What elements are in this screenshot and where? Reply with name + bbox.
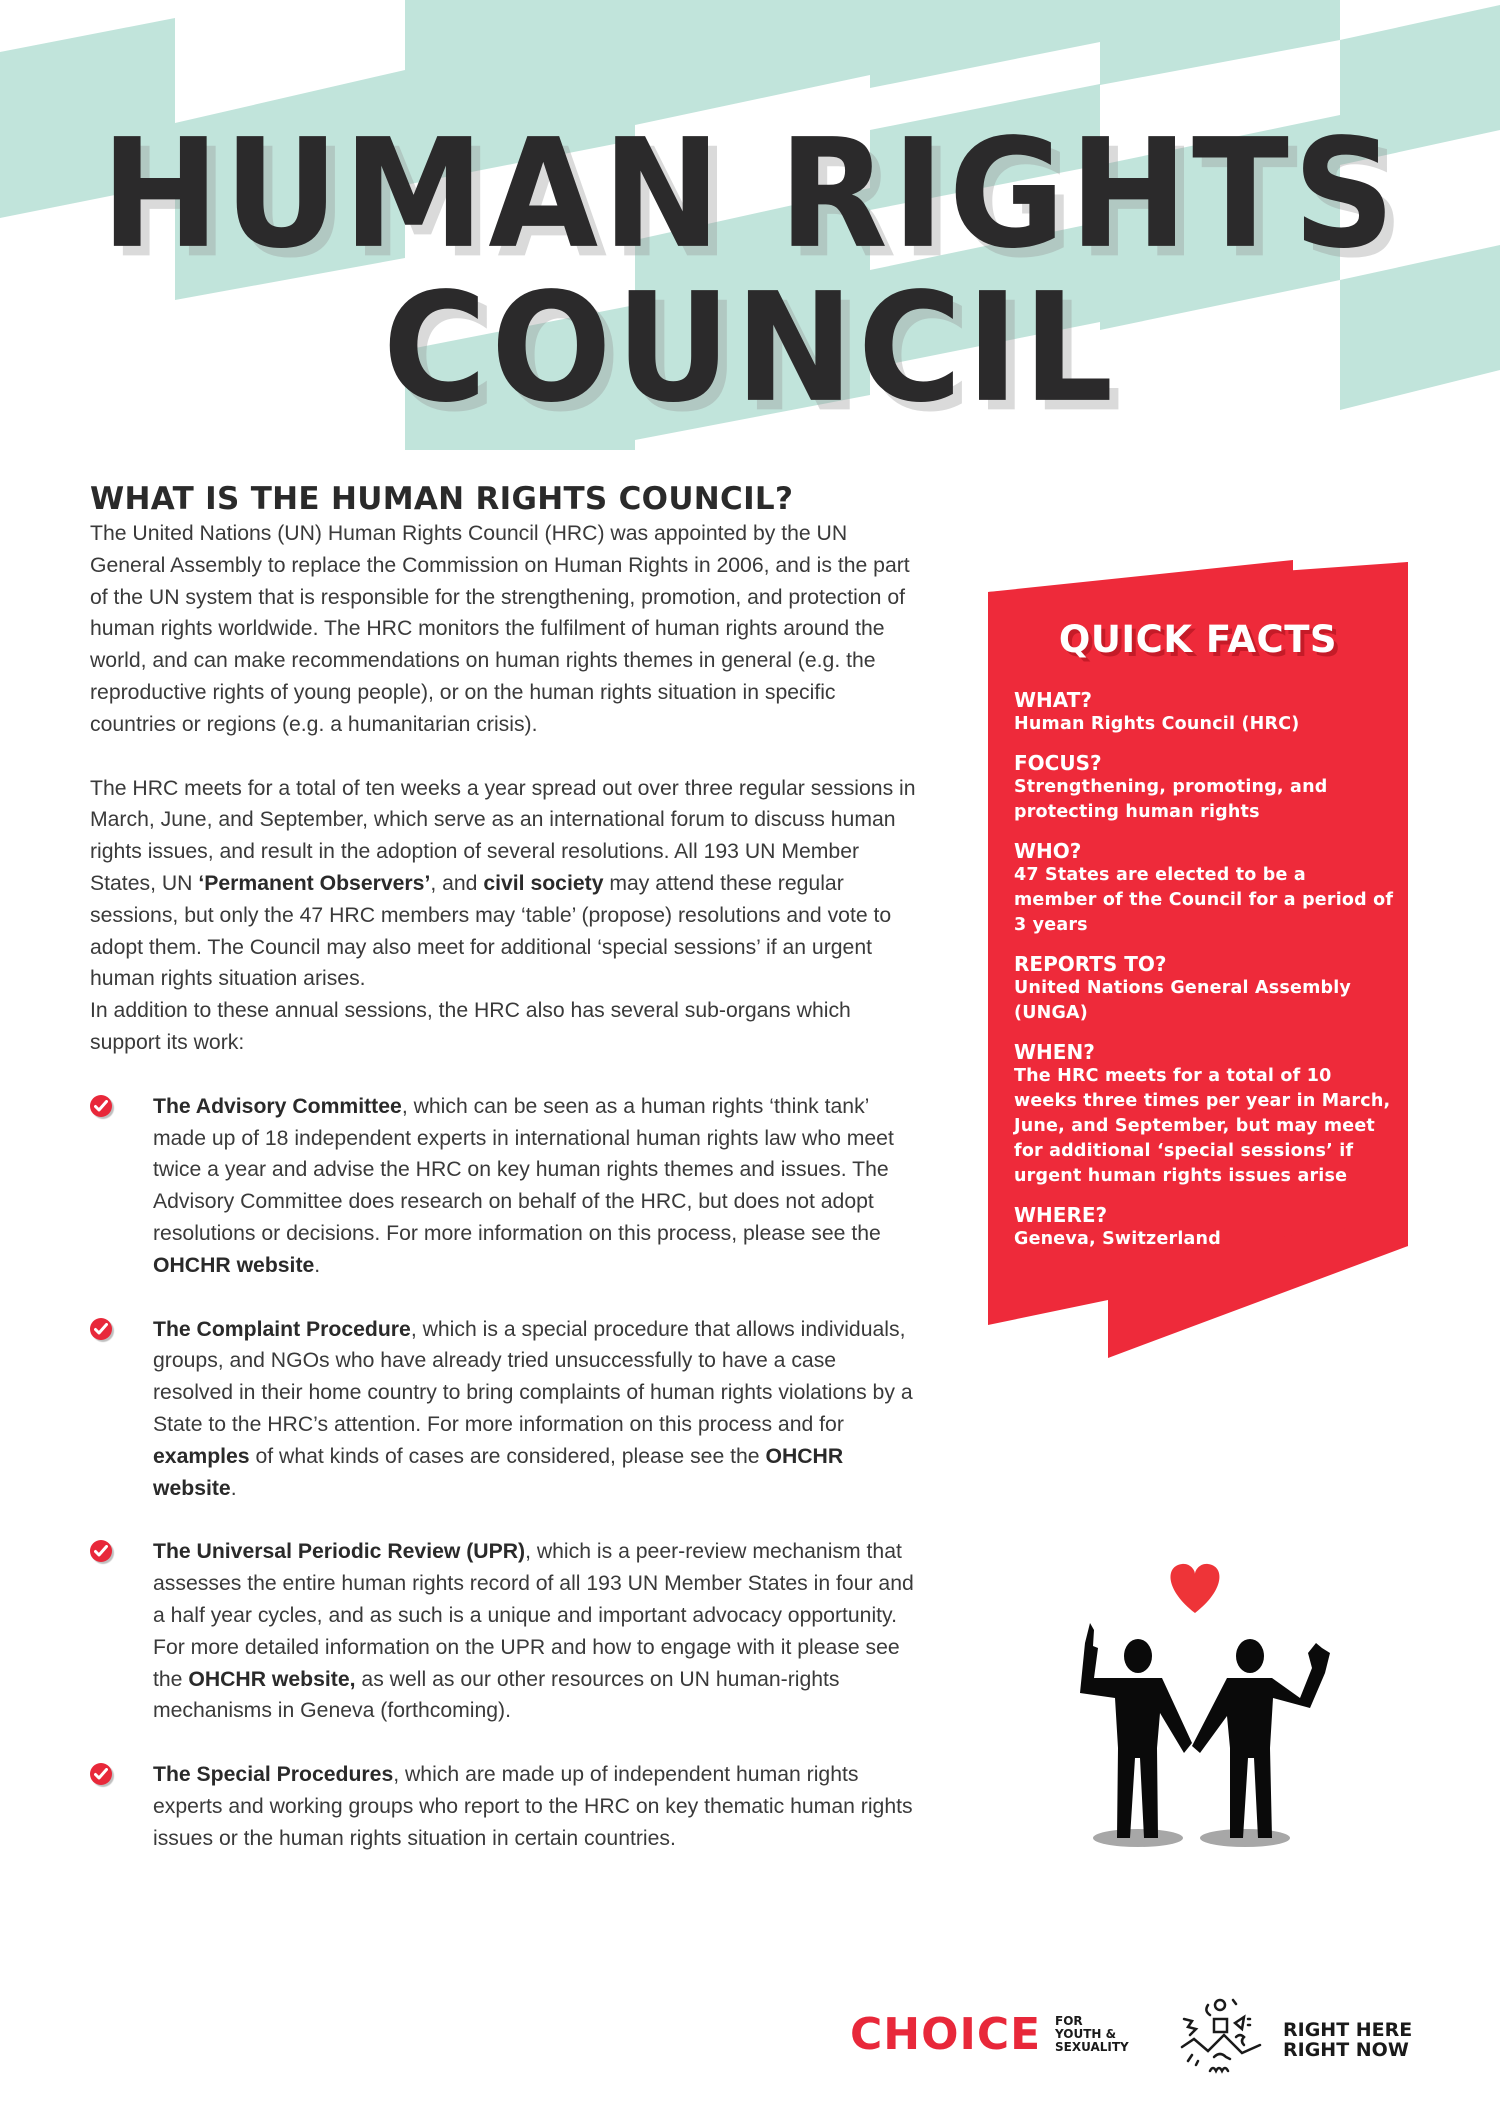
item-title: The Special Procedures [153, 1763, 394, 1787]
footer-logos [0, 1995, 1500, 2075]
permanent-observers-link[interactable]: ‘Permanent Observers’ [198, 871, 431, 895]
fact-where: WHERE? Geneva, Switzerland [1014, 1203, 1221, 1249]
heart-icon [1171, 1564, 1220, 1613]
sessions-paragraph: The HRC meets for a total of ten weeks a year spread out over three regular sessions in March, June, and September, which serve as an international forum to discuss human rights issues, and result in the adoption of several resolutions. All 193 UN Member States, UN ‘Permanent Observers’, and civil society may attend these regular sessions, but only the 47 HRC members may ‘table’ (propose) resolutions and vote to adopt them. The Council may also meet for additional ‘special sessions’ if an urgent human rights situation arises. [90, 776, 916, 991]
civil-society-link[interactable]: civil society [483, 871, 604, 895]
checkmark-icon [90, 1763, 112, 1785]
item-title: The Universal Periodic Review (UPR) [153, 1540, 526, 1564]
list-item: The Advisory Committee, which can be seen as a human rights ‘think tank’ made up of 18 independent experts in international human rights law who meet twice a year and advise the HRC on key human rights themes and issues. The Advisory Committee does research on behalf of the HRC, but does not adopt resolutions or decisions. For more information on this process, please see the OHCHR website. [90, 1091, 920, 1282]
choice-logo-subtitle: FOR YOUTH & SEXUALITY [1055, 2014, 1129, 2054]
title-line-2: COUNCIL [382, 261, 1118, 436]
fact-who: WHO? 47 States are elected to be a member of the Council for a period of 3 years [1014, 839, 1394, 935]
examples-link[interactable]: examples [153, 1444, 250, 1468]
fact-when: WHEN? The HRC meets for a total of 10 weeks three times per year in March, June, and September, but may meet for additional ‘special sessions’ if urgent human rights issues arise [1014, 1040, 1391, 1186]
checkmark-icon [90, 1318, 112, 1340]
main-content [90, 480, 920, 1886]
right-here-right-now-logo: RIGHT HERE RIGHT NOW [1283, 2019, 1413, 2061]
sub-organs-list [90, 1091, 920, 1855]
choice-logo: CHOICE [850, 2009, 1042, 2060]
ohchr-website-link[interactable]: OHCHR website, [188, 1667, 356, 1691]
list-item: The Special Procedures, which are made up of independent human rights experts and working groups who report to the HRC on key thematic human rights issues or the human rights situation in certain countries. [90, 1759, 920, 1854]
fact-focus: FOCUS? Strengthening, promoting, and protecting human rights [1014, 751, 1328, 822]
item-title: The Complaint Procedure [153, 1317, 411, 1341]
title-line-1: HUMAN RIGHTS [100, 107, 1400, 282]
quick-facts-title: QUICK FACTS [1058, 618, 1338, 661]
intro-paragraph: The United Nations (UN) Human Rights Council (HRC) was appointed by the UN General Assembly to replace the Commission on Human Rights in 2006, and is the part of the UN system that is responsible for the strengthening, promotion, and protection of human rights worldwide. The HRC monitors the fulfilment of human rights around the world, and can make recommendations on human rights themes in general (e.g. the reproductive rights of young people), or on the human rights situation in specific countries or regions (e.g. a humanitarian crisis). [90, 522, 910, 736]
list-item: The Universal Periodic Review (UPR), which is a peer-review mechanism that assesses the entire human rights record of all 193 UN Member States in four and a half year cycles, and as such is a unique and important advocacy opportunity. For more detailed information on the UPR and how to engage with it please see the OHCHR website, as well as our other resources on UN human-rights mechanisms in Geneva (forthcoming). [90, 1536, 920, 1727]
quick-facts-box [988, 560, 1408, 1360]
couple-holding-hands-illustration [1060, 1548, 1350, 1848]
page-title [0, 107, 1500, 436]
ohchr-website-link[interactable]: OHCHR website [153, 1444, 844, 1500]
item-title: The Advisory Committee [153, 1094, 402, 1118]
section-heading: WHAT IS THE HUMAN RIGHTS COUNCIL? [90, 481, 794, 517]
list-item: The Complaint Procedure, which is a special procedure that allows individuals, groups, and NGOs who have already tried unsuccessfully to have a case resolved in their home country to bring complaints of human rights violations by a State to the HRC’s attention. For more information on this process and for examples of what kinds of cases are considered, please see the OHCHR website. [90, 1314, 920, 1505]
fact-reports-to: REPORTS TO? United Nations General Assembly (UNGA) [1014, 952, 1352, 1023]
checkmark-icon [90, 1540, 112, 1562]
sub-organs-intro: In addition to these annual sessions, the HRC also has several sub-organs which support its work: [90, 999, 851, 1054]
quick-facts-list [1014, 688, 1394, 1266]
checkmark-icon [90, 1095, 112, 1117]
fact-what: WHAT? Human Rights Council (HRC) [1014, 688, 1300, 734]
ohchr-website-link[interactable]: OHCHR website [153, 1253, 315, 1277]
right-here-right-now-icon [1180, 1995, 1270, 2075]
